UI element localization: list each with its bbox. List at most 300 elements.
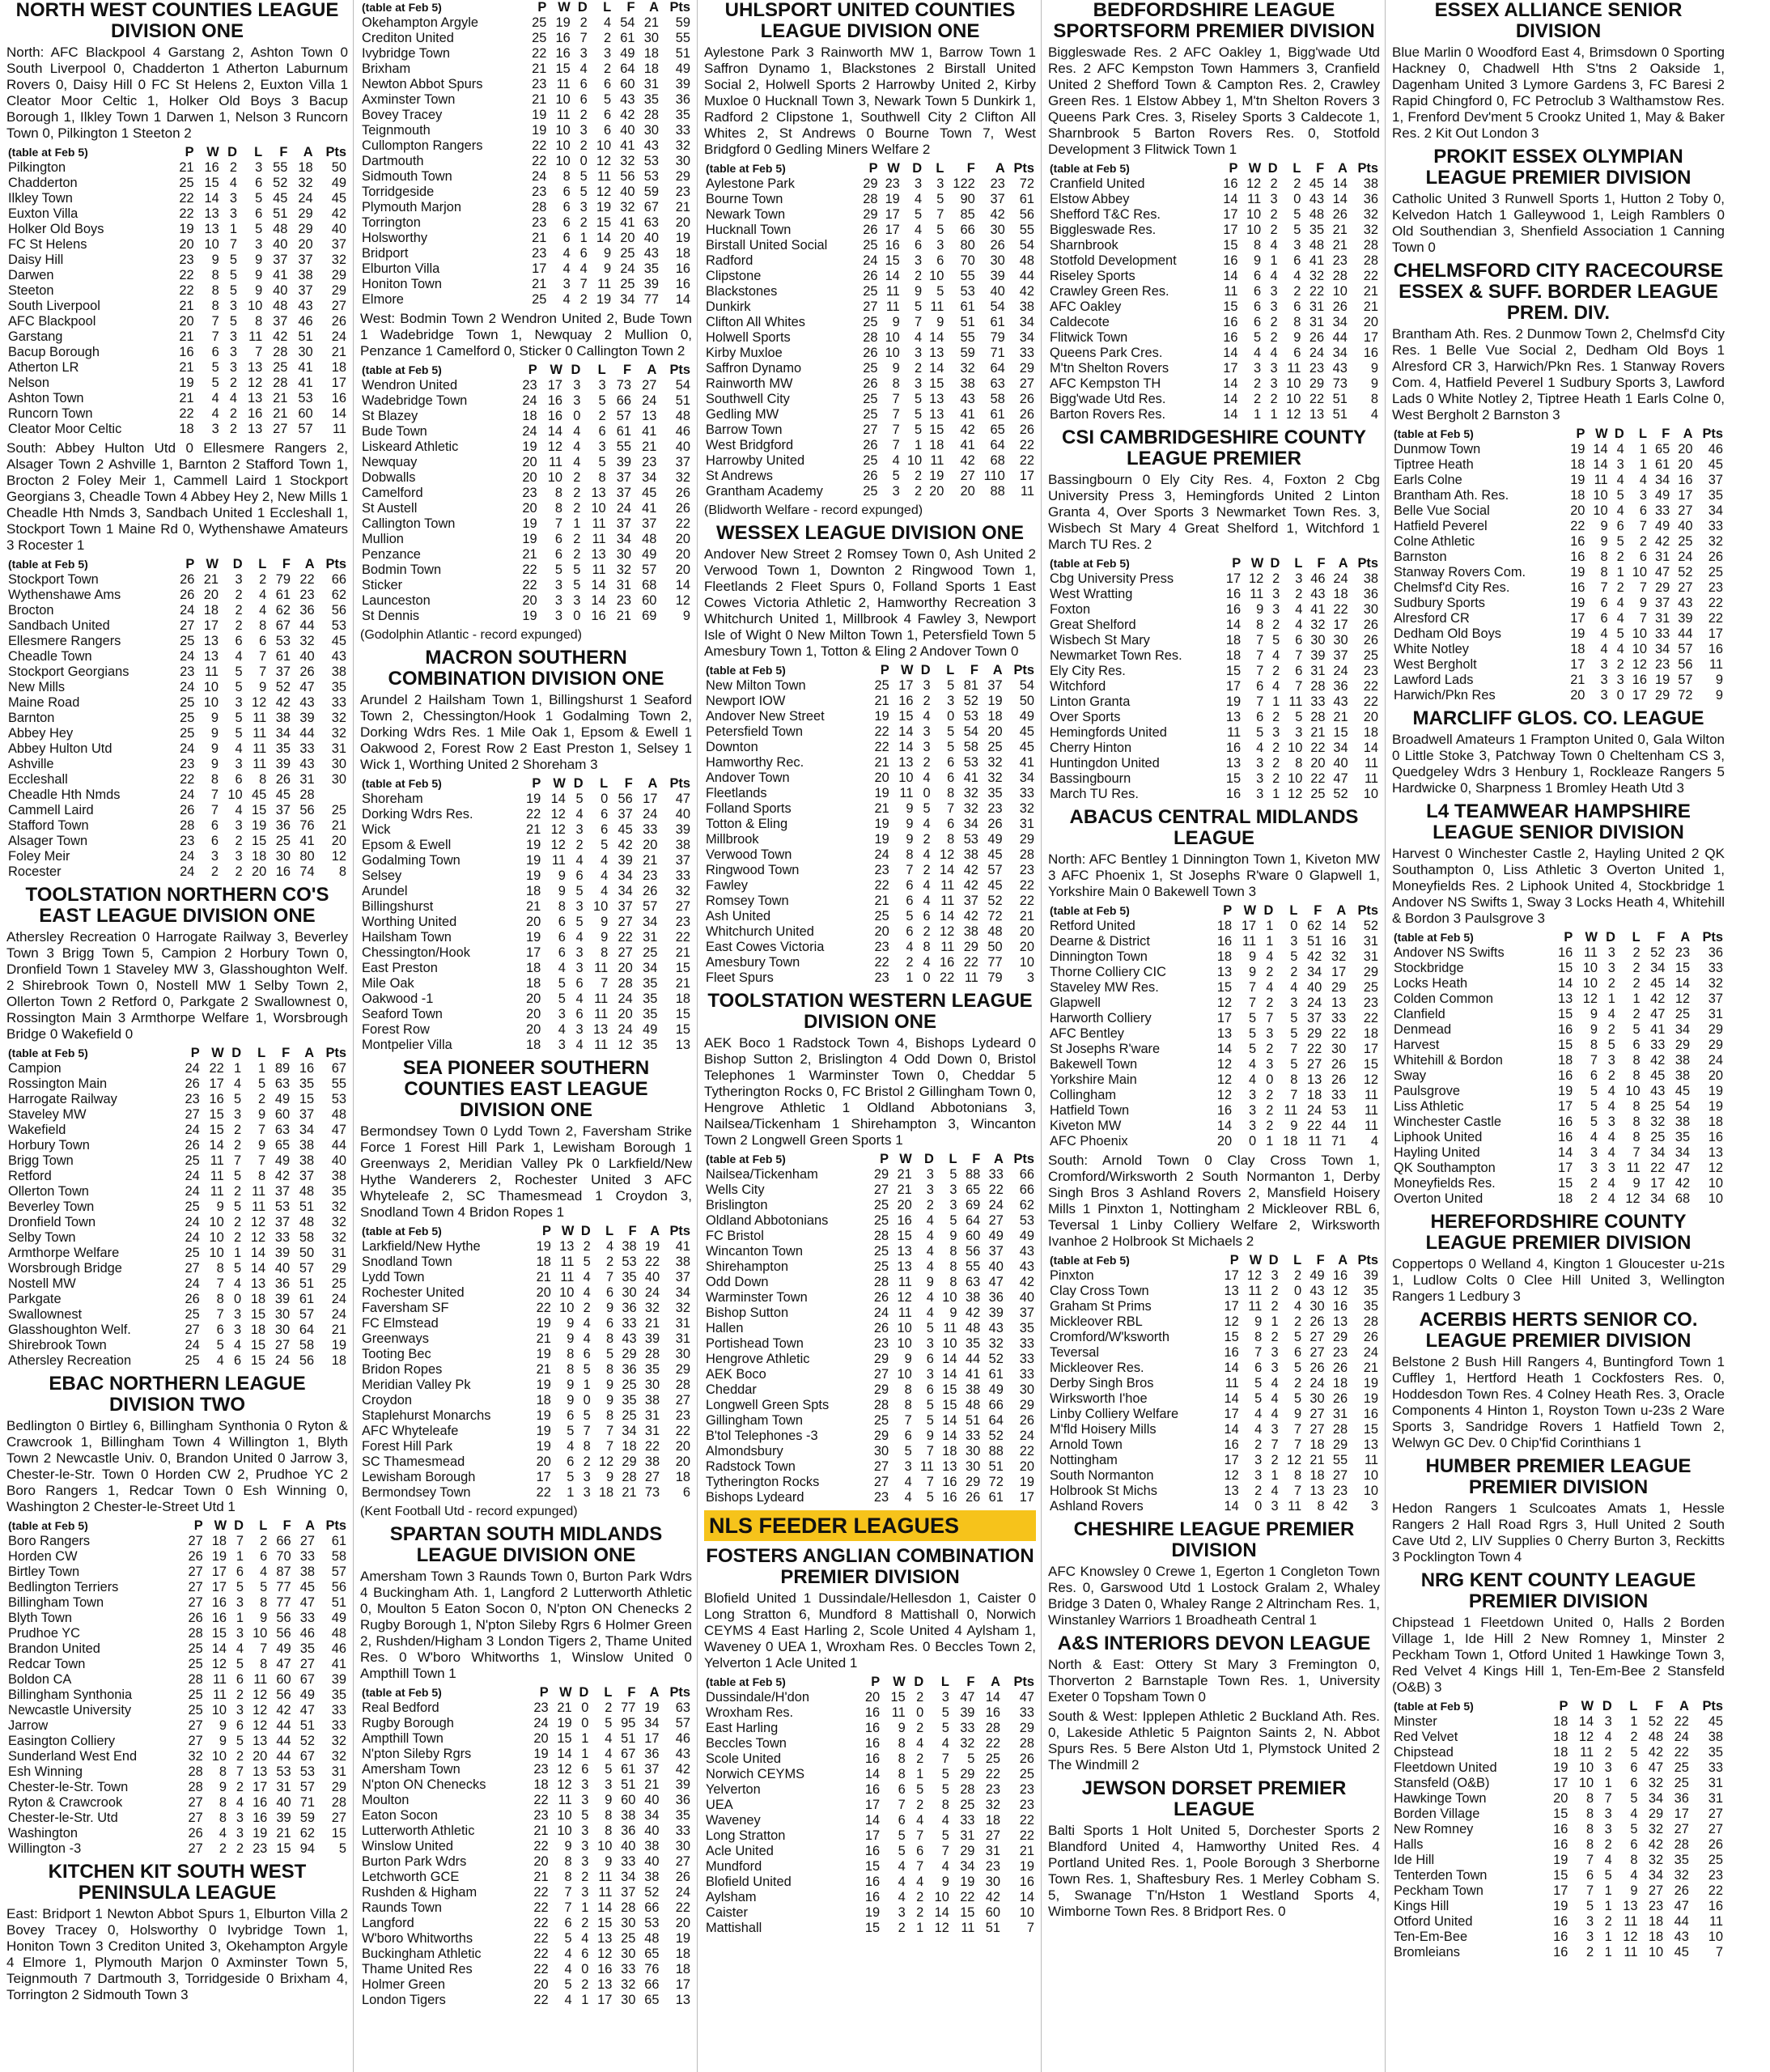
table-header-cell: L xyxy=(940,1675,949,1689)
table-cell: 8 xyxy=(554,486,562,500)
table-cell: 24 xyxy=(180,864,195,879)
table-cell: 3 xyxy=(1586,1914,1594,1929)
table-cell: 30 xyxy=(644,1378,660,1392)
table-cell: 9 xyxy=(1248,965,1257,979)
table-cell: 29 xyxy=(863,207,878,222)
table-cell: South Liverpool xyxy=(8,299,100,313)
table-cell: 57 xyxy=(1678,673,1693,687)
table-row xyxy=(1392,611,1725,626)
table-cell: 66 xyxy=(644,1977,660,1992)
table-cell: 42 xyxy=(990,207,1005,222)
table-cell: 56 xyxy=(276,1611,291,1625)
table-cell: 4 xyxy=(923,817,931,831)
table-cell: 1 xyxy=(914,438,923,452)
table-row xyxy=(1392,673,1725,688)
table-cell: Verwood Town xyxy=(706,847,792,862)
table-cell: 2 xyxy=(1266,1088,1274,1102)
table-cell: 2 xyxy=(233,1230,242,1245)
league-title: SEA PIONEER SOUTHERN COUNTIES EAST LEAGUE DIVISION ONE xyxy=(402,1057,650,1121)
table-cell: East Harling xyxy=(706,1721,779,1735)
table-row xyxy=(704,1721,1036,1736)
table-cell: 14 xyxy=(898,724,914,739)
table-cell: 28 xyxy=(299,788,315,802)
table-cell: 4 xyxy=(233,1076,242,1091)
table-cell: 2 xyxy=(1254,1437,1263,1452)
table-cell: 13 xyxy=(1623,1899,1638,1913)
table-cell: 5 xyxy=(211,376,219,390)
table-cell: 7 xyxy=(229,237,237,252)
table-cell: 30 xyxy=(675,1347,690,1361)
table-cell: 44 xyxy=(299,618,315,633)
table-row xyxy=(1392,473,1725,488)
table-cell: 34 xyxy=(618,884,633,898)
table-row xyxy=(6,818,348,834)
table-cell: West Bridgford xyxy=(706,438,794,452)
results-paragraph: Amersham Town 3 Raunds Town 0, Burton Park Wdrs 4 Buckingham Ath. 1, Langford 2 Lutterworth Athletic 0, Moulton 5 Eaton Socon 0, N'pton ON Chenecks 2 Rugby Borough 1, N'pton Sileby Rgrs 6 Holmer Green 2, Rushden/Higham 3 London Tigers 2, Thame United Res. 0 W'boro Whitworths 1, Winslow United 0 Ampthill Town 1 xyxy=(360,1569,692,1681)
table-cell: 17 xyxy=(1678,488,1693,503)
table-cell: 13 xyxy=(1309,1484,1325,1498)
table-header-cell: W xyxy=(900,663,914,677)
table-cell: 22 xyxy=(180,772,195,787)
table-cell: 3 xyxy=(575,945,584,960)
table-cell: 13 xyxy=(929,407,944,422)
table-cell: 6 xyxy=(562,200,571,214)
table-row xyxy=(6,680,348,695)
table-row xyxy=(360,1285,692,1301)
table-cell: 53 xyxy=(960,284,975,299)
table-cell: 12 xyxy=(547,439,562,454)
table-cell: 6 xyxy=(604,123,612,138)
results-paragraph: Balti Sports 1 Holt United 5, Dorchester Sports 2 Blandford United 4, Hamworthy United Res. 4 Portland United Res. 1, Poole Borough 3 Sherborne Town Res. 1, Shaftesbury Res. 1 Merley Cobham S. 5, Swanage T'n/Hston 1 Westland Sports 4, Wimborne Town Res. 8 Bridport Res. 0 xyxy=(1048,1823,1380,1919)
table-cell: 3 xyxy=(1272,725,1280,740)
table-cell: 21 xyxy=(179,160,194,175)
table-cell: 23 xyxy=(643,868,658,883)
table-cell: 0 xyxy=(923,786,931,800)
table-cell: 37 xyxy=(618,899,633,914)
table-cell: 27 xyxy=(985,1828,1001,1843)
table-cell: 45 xyxy=(618,822,633,837)
table-cell: 22 xyxy=(1708,611,1723,626)
table-row xyxy=(360,393,692,409)
table-cell: 23 xyxy=(532,77,547,91)
table-cell: 1 xyxy=(1639,457,1647,472)
table-row xyxy=(1392,945,1725,961)
table-row xyxy=(360,930,692,945)
table-row xyxy=(1048,1391,1380,1407)
table-cell: 16 xyxy=(597,1962,613,1976)
table-cell: 21 xyxy=(642,439,657,454)
table-cell: 4 xyxy=(1607,1145,1615,1160)
table-cell: 3 xyxy=(1256,787,1264,801)
table-cell: 53 xyxy=(643,154,659,168)
table-cell: 34 xyxy=(1333,741,1348,755)
table-cell: 8 xyxy=(1590,1038,1598,1052)
table-cell: 56 xyxy=(618,792,633,806)
table-cell: 12 xyxy=(934,1921,949,1935)
table-cell: 2 xyxy=(1590,1176,1598,1191)
table-row xyxy=(6,1795,348,1811)
table-row xyxy=(6,772,348,788)
table-row xyxy=(1048,376,1380,392)
table-cell: 18 xyxy=(522,409,537,423)
table-header-cell: A xyxy=(1338,1253,1348,1267)
table-cell: 3 xyxy=(573,393,581,408)
table-cell: 4 xyxy=(923,955,931,970)
table-cell: 13 xyxy=(204,222,219,236)
table-cell: 8 xyxy=(605,1824,613,1838)
table-cell: Honiton Town xyxy=(362,277,443,291)
table-cell: 60 xyxy=(274,1107,291,1122)
table-cell: 5 xyxy=(1290,1011,1298,1025)
table-cell: Torrington xyxy=(362,215,421,230)
table-cell: 17 xyxy=(643,792,658,806)
table-cell: 10 xyxy=(1246,223,1262,237)
table-row xyxy=(1048,1437,1380,1453)
table-cell: Buckingham Athletic xyxy=(362,1947,482,1961)
table-cell: 29 xyxy=(1708,1022,1723,1037)
table-cell: 77 xyxy=(276,1580,291,1594)
table-cell: 34 xyxy=(1650,961,1666,975)
table-cell: 8 xyxy=(1293,1468,1302,1483)
table-cell: 31 xyxy=(1708,1007,1723,1021)
league-table xyxy=(360,776,692,1053)
table-cell: 8 xyxy=(1254,1330,1263,1344)
table-header-cell: L xyxy=(254,145,263,159)
table-cell: 18 xyxy=(1363,1026,1378,1041)
table-row xyxy=(6,1641,348,1657)
table-cell: 18 xyxy=(179,422,194,436)
table-row xyxy=(360,1824,692,1839)
table-row xyxy=(704,1475,1036,1490)
table-row xyxy=(1048,284,1380,299)
table-cell: 15 xyxy=(1553,1807,1568,1821)
table-header-cell: (table at Feb 5) xyxy=(8,1519,88,1532)
table-header-cell: A xyxy=(1338,161,1348,176)
table-cell: 22 xyxy=(1363,694,1378,709)
table-cell: 50 xyxy=(331,160,346,175)
table-cell: 11 xyxy=(252,1199,266,1214)
table-cell: 2 xyxy=(1586,1945,1594,1959)
table-cell: 25 xyxy=(185,1153,200,1168)
table-cell: 14 xyxy=(550,792,566,806)
table-cell: 18 xyxy=(1309,1468,1325,1483)
table-cell: 22 xyxy=(960,1890,975,1904)
table-cell: 40 xyxy=(675,807,690,822)
table-cell: 32 xyxy=(1310,618,1326,632)
table-cell: 55 xyxy=(675,31,690,45)
table-cell: 22 xyxy=(675,1900,690,1915)
table-cell: 18 xyxy=(622,1439,637,1454)
table-cell: 3 xyxy=(1293,238,1301,253)
table-header-cell: D xyxy=(1268,1253,1279,1267)
table-cell: 32 xyxy=(1674,1868,1689,1883)
table-cell: 22 xyxy=(874,740,889,754)
table-cell: 6 xyxy=(604,108,612,122)
table-cell: 13 xyxy=(897,1259,912,1274)
table-cell: Real Bedford xyxy=(362,1700,439,1715)
table-cell: 23 xyxy=(873,1490,889,1505)
table-cell: 3 xyxy=(914,346,923,360)
table-cell: 29 xyxy=(1019,1398,1034,1412)
table-cell: 54 xyxy=(1019,678,1034,693)
table-cell: Clanfield xyxy=(1394,1007,1445,1021)
table-cell: Hamworthy Rec. xyxy=(706,755,804,770)
table-cell: 4 xyxy=(581,1931,589,1946)
table-cell: 5 xyxy=(604,92,612,107)
table-cell: 11 xyxy=(204,664,219,679)
table-cell: 66 xyxy=(1019,1167,1034,1182)
table-cell: 9 xyxy=(1630,1883,1638,1898)
table-cell: 20 xyxy=(536,1454,551,1469)
table-cell: 8 xyxy=(606,1362,614,1377)
table-row xyxy=(1048,1376,1380,1391)
league-table xyxy=(360,0,692,308)
table-cell: 28 xyxy=(622,1470,637,1484)
table-row xyxy=(1392,1837,1725,1853)
table-cell: Brislington xyxy=(706,1198,768,1212)
league-title: WESSEX LEAGUE DIVISION ONE xyxy=(715,522,1025,544)
table-cell: 18 xyxy=(298,160,313,175)
table-cell: 10 xyxy=(942,1336,957,1351)
table-cell: 49 xyxy=(988,1382,1004,1397)
table-cell: 5 xyxy=(567,1470,575,1484)
table-cell: 36 xyxy=(1363,587,1378,601)
table-cell: 1 xyxy=(1607,991,1615,1006)
table-cell: Tooting Bec xyxy=(362,1347,431,1361)
table-cell: 6 xyxy=(567,1408,575,1423)
table-cell: 22 xyxy=(209,1061,224,1076)
table-header-cell: L xyxy=(936,161,944,176)
table-cell: 50 xyxy=(987,940,1003,954)
table-cell: Great Shelford xyxy=(1050,618,1136,632)
table-cell: 4 xyxy=(1616,611,1624,626)
table-cell: 6 xyxy=(1616,519,1624,533)
table-cell: 22 xyxy=(533,1900,549,1915)
table-cell: 27 xyxy=(299,1657,315,1671)
table-cell: 5 xyxy=(255,191,263,206)
table-cell: 43 xyxy=(1309,1284,1325,1298)
table-cell: 14 xyxy=(591,593,606,608)
table-cell: 7 xyxy=(216,1307,224,1322)
table-cell: 37 xyxy=(675,853,690,868)
table-cell: 6 xyxy=(1600,596,1608,610)
table-cell: 15 xyxy=(1558,1007,1573,1021)
table-cell: 4 xyxy=(926,1290,934,1305)
table-cell: 46 xyxy=(299,1626,315,1641)
table-row xyxy=(1048,1484,1380,1499)
table-cell: 19 xyxy=(1570,626,1585,641)
table-row xyxy=(704,315,1036,330)
table-cell: Holbrook St Michs xyxy=(1050,1484,1157,1498)
table-cell: 65 xyxy=(644,1993,660,2007)
table-cell: 37 xyxy=(1708,473,1723,487)
table-cell: 33 xyxy=(621,1962,636,1976)
table-row xyxy=(704,207,1036,223)
table-cell: 12 xyxy=(331,849,346,864)
table-cell: 48 xyxy=(965,1398,981,1412)
table-cell: 10 xyxy=(1632,626,1647,641)
league-table xyxy=(704,161,1036,499)
league-title: FOSTERS ANGLIAN COMBINATION PREMIER DIVISION xyxy=(706,1545,1034,1588)
table-cell: 37 xyxy=(618,807,633,822)
table-cell: 3 xyxy=(1607,1161,1615,1175)
table-cell: 26 xyxy=(1332,299,1348,314)
table-cell: 4 xyxy=(923,771,931,785)
table-cell: 12 xyxy=(1332,1284,1348,1298)
table-cell: 38 xyxy=(644,1870,660,1884)
table-cell: 32 xyxy=(331,726,346,741)
table-row xyxy=(360,246,692,261)
table-cell: 24 xyxy=(642,393,657,408)
table-header-cell: W xyxy=(1585,930,1598,945)
table-cell: 16 xyxy=(1553,1822,1568,1836)
table-cell: 21 xyxy=(536,1270,551,1284)
table-cell: Ollerton Town xyxy=(8,1184,89,1199)
table-cell: 22 xyxy=(1019,453,1034,468)
table-row xyxy=(1392,519,1725,534)
league-section xyxy=(1392,146,1725,256)
table-cell: 3 xyxy=(947,694,955,708)
table-cell: 33 xyxy=(274,1230,291,1245)
table-header-cell: P xyxy=(1232,556,1242,571)
table-cell: Folland Sports xyxy=(706,801,792,816)
table-cell: 29 xyxy=(873,1167,889,1182)
table-cell: 13 xyxy=(597,1977,613,1992)
table-cell: 56 xyxy=(620,169,635,184)
table-cell: 8 xyxy=(216,1261,224,1276)
table-cell: 28 xyxy=(873,1398,889,1412)
table-row xyxy=(1392,534,1725,550)
table-cell: 9 xyxy=(558,884,566,898)
table-cell: 34 xyxy=(618,868,633,883)
table-header-row xyxy=(1392,930,1725,945)
table-row xyxy=(704,709,1036,724)
table-cell: St Josephs R'ware xyxy=(1050,1042,1161,1056)
table-cell: 21 xyxy=(532,92,547,107)
table-cell: 5 xyxy=(233,1261,242,1276)
table-cell: 15 xyxy=(1553,1868,1568,1883)
table-row xyxy=(704,1813,1036,1828)
table-cell: 45 xyxy=(1309,176,1325,191)
table-cell: 20 xyxy=(526,991,541,1006)
table-cell: 24 xyxy=(180,680,195,694)
table-cell: 37 xyxy=(963,894,978,908)
table-cell: Winslow United xyxy=(362,1839,453,1853)
table-cell: 48 xyxy=(644,1931,660,1946)
table-cell: 5 xyxy=(947,678,955,693)
table-cell: 22 xyxy=(940,970,955,985)
table-cell: 1 xyxy=(581,1747,589,1761)
table-cell: 23 xyxy=(532,215,547,230)
table-cell: 14 xyxy=(591,578,606,592)
table-cell: 4 xyxy=(564,1962,572,1976)
table-cell: 19 xyxy=(1363,1376,1378,1391)
table-header-cell: Pts xyxy=(669,0,690,15)
table-cell: Ringwood Town xyxy=(706,863,800,877)
table-cell: 7 xyxy=(941,1844,949,1858)
table-cell: 32 xyxy=(188,1749,203,1764)
table-row xyxy=(6,1595,348,1611)
table-row xyxy=(360,532,692,547)
table-cell: 39 xyxy=(675,77,690,91)
table-cell: 20 xyxy=(874,771,889,785)
table-cell: 10 xyxy=(1363,1468,1378,1483)
table-row xyxy=(6,1826,348,1841)
table-row xyxy=(704,453,1036,469)
table-cell: 43 xyxy=(1333,694,1348,709)
table-cell: 18 xyxy=(675,1947,690,1961)
table-cell: 27 xyxy=(188,1841,203,1856)
table-cell: 27 xyxy=(188,1534,203,1548)
table-cell: 12 xyxy=(1578,1730,1594,1744)
table-cell: 20 xyxy=(522,470,537,485)
table-header-row xyxy=(360,1685,692,1700)
table-cell: 32 xyxy=(331,1199,346,1214)
table-cell: 27 xyxy=(675,1854,690,1869)
table-header-cell: F xyxy=(627,1685,636,1700)
table-cell: Hemingfords United xyxy=(1050,725,1167,740)
table-cell: 23 xyxy=(533,1808,549,1823)
table-cell: 43 xyxy=(960,392,975,406)
table-cell: 30 xyxy=(990,223,1005,237)
table-cell: 10 xyxy=(557,1824,572,1838)
table-row xyxy=(6,726,348,741)
table-cell: 23 xyxy=(532,246,547,261)
table-cell: 7 xyxy=(233,1153,242,1168)
table-cell: 29 xyxy=(675,1362,690,1377)
table-header-cell: Pts xyxy=(325,145,346,159)
table-cell: 10 xyxy=(203,680,219,694)
table-cell: South Normanton xyxy=(1050,1468,1154,1483)
table-cell: 1 xyxy=(1270,253,1278,268)
table-row xyxy=(360,945,692,961)
league-section xyxy=(1048,1519,1380,1628)
table-cell: 8 xyxy=(606,1408,614,1423)
table-cell: 40 xyxy=(1019,1290,1034,1305)
results-paragraph: North: AFC Bentley 1 Dinnington Town 1, Kiveton MW 3 AFC Phoenix 1, St Josephs R'ware 0 Glapwell 1, Yorkshire Main 0 Bakewell Town 3 xyxy=(1048,851,1380,899)
table-cell: 8 xyxy=(567,1362,575,1377)
table-cell: 20 xyxy=(522,501,537,516)
table-row xyxy=(360,1854,692,1870)
table-row xyxy=(1048,407,1380,422)
table-cell: 38 xyxy=(275,711,291,725)
table-row xyxy=(1392,1730,1725,1745)
table-cell: 4 xyxy=(1607,1191,1615,1206)
table-cell: 5 xyxy=(236,1580,244,1594)
table-cell: 22 xyxy=(533,1916,549,1930)
table-cell: 56 xyxy=(331,603,346,618)
table-header-cell: D xyxy=(232,557,243,571)
table-cell: 14 xyxy=(898,740,914,754)
table-cell: 4 xyxy=(575,991,584,1006)
table-cell: 30 xyxy=(331,757,346,771)
table-cell: 24 xyxy=(522,393,537,408)
table-cell: 5 xyxy=(606,1347,614,1361)
table-cell: Worsbrough Bridge xyxy=(8,1261,122,1276)
table-cell: 20 xyxy=(620,231,635,245)
table-cell: 11 xyxy=(592,532,606,546)
table-row xyxy=(360,991,692,1007)
table-cell: 11 xyxy=(253,741,267,756)
table-header-cell: W xyxy=(1248,161,1262,176)
league-title: L4 TEAMWEAR HAMPSHIRE LEAGUE SENIOR DIVISION xyxy=(1426,800,1691,843)
table-cell: 3 xyxy=(926,1182,934,1197)
table-cell: 32 xyxy=(644,1301,660,1315)
table-cell: 52 xyxy=(275,680,291,694)
table-cell: 17 xyxy=(526,945,541,960)
table-cell: 41 xyxy=(1650,1022,1666,1037)
table-cell: 38 xyxy=(644,1454,660,1469)
